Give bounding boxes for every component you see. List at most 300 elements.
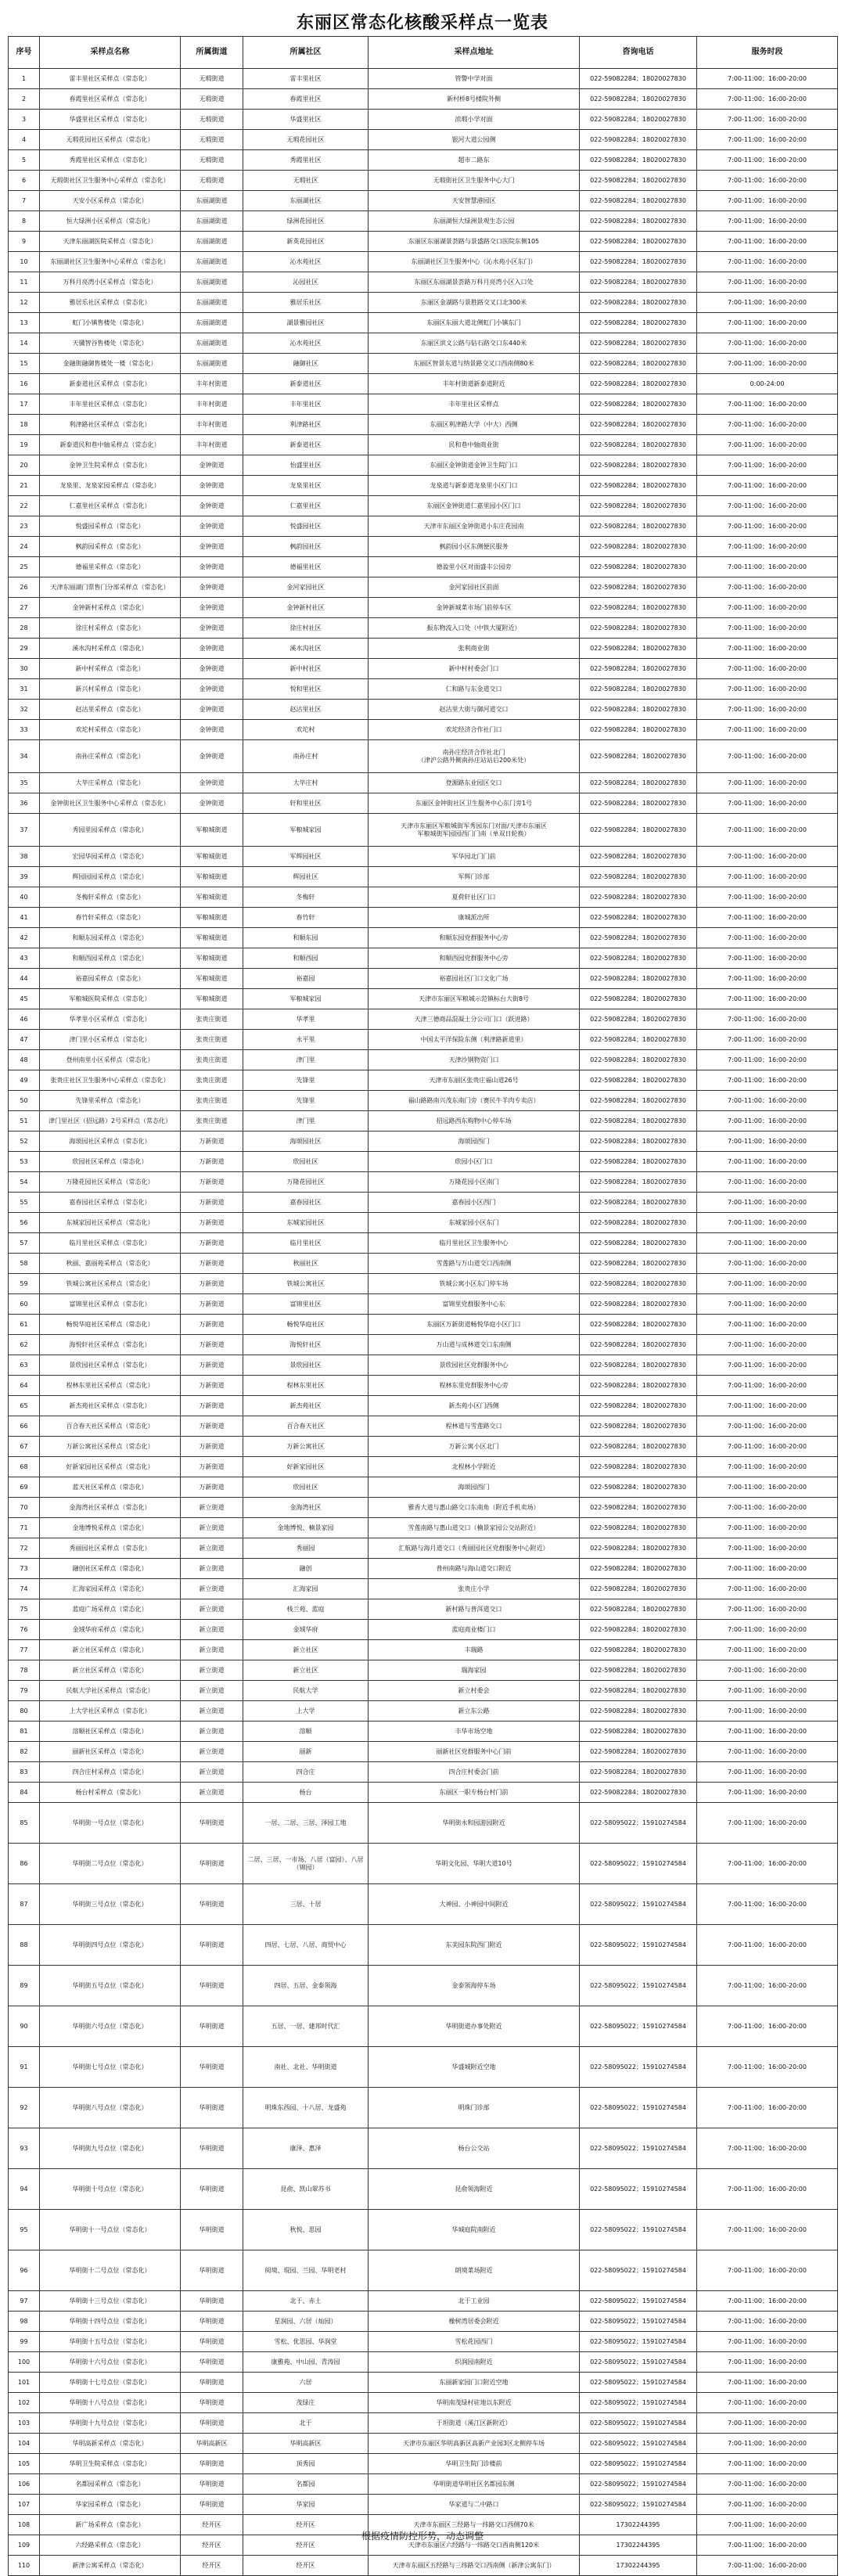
table-row <box>9 476 838 496</box>
site-name: 金海湾社区采样点（常态化） <box>40 1498 181 1518</box>
site-name: 南孙庄采样点（常态化） <box>40 740 181 773</box>
site-name: 金域华府采样点（常态化） <box>40 1620 181 1640</box>
site-name: 华家园采样点（常态化） <box>40 2495 181 2515</box>
row-index: 47 <box>9 1030 40 1050</box>
community: 新立社区 <box>243 1640 369 1660</box>
community: 德福里社区 <box>243 557 369 577</box>
community: 无瑕社区 <box>243 171 369 191</box>
row-index: 15 <box>9 354 40 374</box>
street: 军粮城街道 <box>181 814 243 847</box>
row-index: 66 <box>9 1416 40 1437</box>
service-hours: 7:00-11:00；16:00-20:00 <box>697 847 838 867</box>
community: 雅居乐社区 <box>243 293 369 313</box>
site-name: 新泰道社区采样点（常态化） <box>40 374 181 394</box>
community: 万隆花园社区 <box>243 1172 369 1193</box>
site-name: 欢坨村采样点（常态化） <box>40 720 181 740</box>
table-row <box>9 814 838 847</box>
street: 丰年村街道 <box>181 374 243 394</box>
phone: 022-58095022；15910274584 <box>580 2169 697 2210</box>
service-hours: 7:00-11:00；16:00-20:00 <box>697 577 838 598</box>
street: 万新街道 <box>181 1233 243 1254</box>
service-hours: 7:00-11:00；16:00-20:00 <box>697 867 838 887</box>
table-row <box>9 1274 838 1294</box>
service-hours: 7:00-11:00；16:00-20:00 <box>697 1518 838 1538</box>
row-index: 72 <box>9 1538 40 1559</box>
row-index: 68 <box>9 1457 40 1477</box>
address: 新中村村委会门口 <box>369 659 580 679</box>
phone: 022-59082284；18020027830 <box>580 928 697 948</box>
address: 东丽区智景东道与纳景路交叉口西南侧80米 <box>369 354 580 374</box>
address: 海颂园西门 <box>369 1477 580 1498</box>
community: 春霞里社区 <box>243 89 369 110</box>
table-row <box>9 354 838 374</box>
service-hours: 7:00-11:00；16:00-20:00 <box>697 130 838 150</box>
site-name: 先锋里采样点（常态化） <box>40 1091 181 1111</box>
community: 金域华府 <box>243 1620 369 1640</box>
service-hours: 7:00-11:00；16:00-20:00 <box>697 1111 838 1131</box>
address: 天津市东丽区张贵庄福山道26号 <box>369 1070 580 1091</box>
address: 海颂园西门 <box>369 1131 580 1152</box>
phone: 022-59082284；18020027830 <box>580 1294 697 1315</box>
phone: 022-59082284；18020027830 <box>580 537 697 557</box>
community: 悦盛园社区 <box>243 516 369 537</box>
address: 万山道与成林道交口东南侧 <box>369 1335 580 1355</box>
phone: 022-58095022；15910274584 <box>580 2088 697 2128</box>
row-index: 76 <box>9 1620 40 1640</box>
row-index: 91 <box>9 2047 40 2088</box>
table-row <box>9 1925 838 1966</box>
street: 新立街道 <box>181 1579 243 1599</box>
street: 华明街道 <box>181 2393 243 2413</box>
street: 万新街道 <box>181 1131 243 1152</box>
service-hours: 7:00-11:00；16:00-20:00 <box>697 720 838 740</box>
row-index: 44 <box>9 969 40 989</box>
table-row <box>9 1070 838 1091</box>
address: 无瑕街社区卫生服务中心大门 <box>369 171 580 191</box>
address: 丽新社区党群服务中心门前 <box>369 1742 580 1762</box>
site-name: 天安小区采样点（常态化） <box>40 191 181 211</box>
site-name: 新杰苑社区采样点（常态化） <box>40 1396 181 1416</box>
address: 东丽区金钟街道金钟卫生院门口 <box>369 455 580 476</box>
site-name: 畅悦华庭社区采样点（常态化） <box>40 1315 181 1335</box>
community: 徐庄村社区 <box>243 618 369 639</box>
service-hours: 7:00-11:00；16:00-20:00 <box>697 1742 838 1762</box>
service-hours: 7:00-11:00；16:00-20:00 <box>697 2393 838 2413</box>
street: 军粮城街道 <box>181 887 243 908</box>
table-row <box>9 1416 838 1437</box>
table-row <box>9 2169 838 2210</box>
site-name: 仁嘉里社区采样点（常态化） <box>40 496 181 516</box>
community: 和顺东园 <box>243 928 369 948</box>
table-row <box>9 1193 838 1213</box>
address: 东美园东院西门附近 <box>369 1925 580 1966</box>
table-row <box>9 2495 838 2515</box>
service-hours: 7:00-11:00；16:00-20:00 <box>697 1884 838 1925</box>
row-index: 60 <box>9 1294 40 1315</box>
address: 天津三德商品混凝土分公司门口（跃进路） <box>369 1009 580 1030</box>
street: 无瑕街道 <box>181 69 243 89</box>
row-index: 95 <box>9 2210 40 2250</box>
table-row <box>9 2332 838 2352</box>
site-name: 枫韵园采样点（常态化） <box>40 537 181 557</box>
community: 仁嘉里社区 <box>243 496 369 516</box>
service-hours: 7:00-11:00；16:00-20:00 <box>697 2250 838 2291</box>
row-index: 58 <box>9 1254 40 1274</box>
table-row <box>9 1376 838 1396</box>
phone: 022-59082284；18020027830 <box>580 496 697 516</box>
community: 溪水沟社区 <box>243 639 369 659</box>
community: 融御社区 <box>243 354 369 374</box>
table-row <box>9 2128 838 2169</box>
phone: 022-59082284；18020027830 <box>580 1050 697 1070</box>
address: 登源路东业园区交口 <box>369 773 580 793</box>
phone: 022-58095022；15910274584 <box>580 1884 697 1925</box>
site-name: 华明街二号点位（常态化） <box>40 1844 181 1884</box>
row-index: 75 <box>9 1599 40 1620</box>
site-name: 蓝天社区采样点（常态化） <box>40 1477 181 1498</box>
community: 金钟新村社区 <box>243 598 369 618</box>
phone: 022-59082284；18020027830 <box>580 908 697 928</box>
street: 金钟街道 <box>181 476 243 496</box>
community: 畅悦华庭社区 <box>243 1315 369 1335</box>
row-index: 54 <box>9 1172 40 1193</box>
phone: 022-59082284；18020027830 <box>580 1193 697 1213</box>
community: 军粮城家园 <box>243 989 369 1009</box>
phone: 022-59082284；18020027830 <box>580 1579 697 1599</box>
address: 军辉门诊部 <box>369 867 580 887</box>
phone: 022-59082284；18020027830 <box>580 171 697 191</box>
site-name: 悦盛园采样点（常态化） <box>40 516 181 537</box>
street: 军粮城街道 <box>181 989 243 1009</box>
street: 军粮城街道 <box>181 908 243 928</box>
row-index: 26 <box>9 577 40 598</box>
phone: 022-59082284；18020027830 <box>580 394 697 415</box>
row-index: 18 <box>9 415 40 435</box>
row-index: 30 <box>9 659 40 679</box>
table-row <box>9 2210 838 2250</box>
row-index: 99 <box>9 2332 40 2352</box>
row-index: 56 <box>9 1213 40 1233</box>
address: 雪松花园西门 <box>369 2332 580 2352</box>
row-index: 7 <box>9 191 40 211</box>
street: 华明街道 <box>181 2312 243 2332</box>
table-row <box>9 333 838 354</box>
row-index: 35 <box>9 773 40 793</box>
address: 丰年里社区采样点 <box>369 394 580 415</box>
street: 万新街道 <box>181 1416 243 1437</box>
phone: 022-59082284；18020027830 <box>580 1559 697 1579</box>
community: 星润园、六居（灿园） <box>243 2312 369 2332</box>
service-hours: 7:00-11:00；16:00-20:00 <box>697 1620 838 1640</box>
community: 先锋里 <box>243 1091 369 1111</box>
header-street: 所属街道 <box>181 37 243 69</box>
service-hours: 7:00-11:00；16:00-20:00 <box>697 1538 838 1559</box>
address: 普州南路与海山道交口附近 <box>369 1559 580 1579</box>
table-row <box>9 598 838 618</box>
service-hours: 7:00-11:00；16:00-20:00 <box>697 171 838 191</box>
table-row <box>9 435 838 455</box>
address: 夏荷轩社区门口 <box>369 887 580 908</box>
street: 东丽湖街道 <box>181 191 243 211</box>
table-row <box>9 516 838 537</box>
site-name: 六经路采样点（常态化） <box>40 2535 181 2556</box>
phone: 022-59082284；18020027830 <box>580 1172 697 1193</box>
phone: 022-59082284；18020027830 <box>580 1640 697 1660</box>
address: 新村路与普洱道交口 <box>369 1599 580 1620</box>
site-name: 融创社区采样点（常态化） <box>40 1559 181 1579</box>
phone: 022-59082284；18020027830 <box>580 557 697 577</box>
address: 天津市东丽区六经路与一纬路交口西南侧120米 <box>369 2535 580 2556</box>
table-row <box>9 1172 838 1193</box>
table-row <box>9 1294 838 1315</box>
service-hours: 7:00-11:00；16:00-20:00 <box>697 2169 838 2210</box>
community: 汇海家园 <box>243 1579 369 1599</box>
phone: 022-59082284；18020027830 <box>580 618 697 639</box>
site-name: 和顺西园采样点（常态化） <box>40 948 181 969</box>
address: 枫韵园小区东侧便民服务 <box>369 537 580 557</box>
community: 海悦轩社区 <box>243 1335 369 1355</box>
row-index: 25 <box>9 557 40 577</box>
community: 经开区 <box>243 2535 369 2556</box>
community: 嘉春园社区 <box>243 1193 369 1213</box>
phone: 022-58095022；15910274584 <box>580 1844 697 1884</box>
service-hours: 7:00-11:00；16:00-20:00 <box>697 1131 838 1152</box>
street: 金钟街道 <box>181 516 243 537</box>
site-name: 裕嘉园采样点（常态化） <box>40 969 181 989</box>
phone: 022-59082284；18020027830 <box>580 1437 697 1457</box>
phone: 022-59082284；18020027830 <box>580 1518 697 1538</box>
row-index: 103 <box>9 2413 40 2434</box>
phone: 022-59082284；18020027830 <box>580 1111 697 1131</box>
service-hours: 7:00-11:00；16:00-20:00 <box>697 476 838 496</box>
address: 铁城公寓小区东门停车场 <box>369 1274 580 1294</box>
address: 昆俞领海附近 <box>369 2169 580 2210</box>
service-hours: 7:00-11:00；16:00-20:00 <box>697 1783 838 1803</box>
row-index: 20 <box>9 455 40 476</box>
service-hours: 7:00-11:00；16:00-20:00 <box>697 2210 838 2250</box>
street: 金钟街道 <box>181 537 243 557</box>
row-index: 24 <box>9 537 40 557</box>
service-hours: 7:00-11:00；16:00-20:00 <box>697 1660 838 1681</box>
community: 新立社区 <box>243 1660 369 1681</box>
phone: 022-59082284；18020027830 <box>580 1009 697 1030</box>
table-row <box>9 1152 838 1172</box>
community: 秋丽社区 <box>243 1254 369 1274</box>
service-hours: 7:00-11:00；16:00-20:00 <box>697 1294 838 1315</box>
table-row <box>9 1477 838 1498</box>
table-row <box>9 989 838 1009</box>
street: 经开区 <box>181 2515 243 2535</box>
address: 北程林小学附近 <box>369 1457 580 1477</box>
service-hours: 7:00-11:00；16:00-20:00 <box>697 1335 838 1355</box>
service-hours: 7:00-11:00；16:00-20:00 <box>697 1396 838 1416</box>
row-index: 29 <box>9 639 40 659</box>
phone: 022-58095022；15910274584 <box>580 2250 697 2291</box>
table-row <box>9 1599 838 1620</box>
site-name: 新立社区采样点（常态化） <box>40 1660 181 1681</box>
table-row <box>9 740 838 773</box>
table-row <box>9 1884 838 1925</box>
table-row <box>9 150 838 171</box>
community: 丰年里社区 <box>243 394 369 415</box>
phone: 022-58095022；15910274584 <box>580 2413 697 2434</box>
phone: 022-59082284；18020027830 <box>580 679 697 700</box>
service-hours: 7:00-11:00；16:00-20:00 <box>697 1009 838 1030</box>
community: 四居、五居、金泰领海 <box>243 1966 369 2006</box>
street: 金钟街道 <box>181 598 243 618</box>
street: 华明街道 <box>181 1884 243 1925</box>
community: 康泽、惠泽 <box>243 2128 369 2169</box>
row-index: 11 <box>9 272 40 293</box>
phone: 17302244395 <box>580 2515 697 2535</box>
address: 德盈里小区对面盛丰公园旁 <box>369 557 580 577</box>
service-hours: 0:00-24:00 <box>697 374 838 394</box>
address: 张利商业街 <box>369 639 580 659</box>
row-index: 1 <box>9 69 40 89</box>
street: 万新街道 <box>181 1437 243 1457</box>
row-index: 12 <box>9 293 40 313</box>
community: 辉园社区 <box>243 867 369 887</box>
service-hours: 7:00-11:00；16:00-20:00 <box>697 354 838 374</box>
row-index: 28 <box>9 618 40 639</box>
street: 万新街道 <box>181 1172 243 1193</box>
site-name: 华明街十号点位（常态化） <box>40 2169 181 2210</box>
street: 新立街道 <box>181 1640 243 1660</box>
phone: 022-59082284；18020027830 <box>580 887 697 908</box>
address: 景欣园社区党群服务中心 <box>369 1355 580 1376</box>
site-name: 新立社区采样点（常态化） <box>40 1640 181 1660</box>
row-index: 39 <box>9 867 40 887</box>
phone: 022-59082284；18020027830 <box>580 374 697 394</box>
site-name: 华明街十八号点位（常态化） <box>40 2393 181 2413</box>
phone: 022-59082284；18020027830 <box>580 1091 697 1111</box>
row-index: 84 <box>9 1783 40 1803</box>
community: 龙泉里社区 <box>243 476 369 496</box>
service-hours: 7:00-11:00；16:00-20:00 <box>697 1233 838 1254</box>
phone: 022-58095022；15910274584 <box>580 1803 697 1844</box>
row-index: 110 <box>9 2556 40 2576</box>
address: 东丽区滨文公路与钻石路交口东440米 <box>369 333 580 354</box>
service-hours: 7:00-11:00；16:00-20:00 <box>697 150 838 171</box>
table-row <box>9 1742 838 1762</box>
site-name: 溶顺社区采样点（常态化） <box>40 1722 181 1742</box>
address: 招远路西东购物中心停车场 <box>369 1111 580 1131</box>
site-name: 民航大学社区采样点（常态化） <box>40 1681 181 1701</box>
address: 华明卫生院门诊楼前 <box>369 2454 580 2474</box>
phone: 022-59082284；18020027830 <box>580 1233 697 1254</box>
site-name: 华明街十四号点位（常态化） <box>40 2312 181 2332</box>
address: 东丽区金钟街道仁嘉里园小区门口 <box>369 496 580 516</box>
community: 二居、三居、一市场、八居（富园）、八居（锦园） <box>243 1844 369 1884</box>
community: 大毕庄村 <box>243 773 369 793</box>
table-row <box>9 232 838 252</box>
service-hours: 7:00-11:00；16:00-20:00 <box>697 1315 838 1335</box>
phone: 022-58095022；15910274584 <box>580 2474 697 2495</box>
site-name: 海颂园社区采样点（常态化） <box>40 1131 181 1152</box>
address: 天津市东丽区华明高新区高新产业园3区北侧停车场 <box>369 2434 580 2454</box>
service-hours: 7:00-11:00；16:00-20:00 <box>697 1762 838 1783</box>
community: 裕嘉园 <box>243 969 369 989</box>
phone: 022-59082284；18020027830 <box>580 773 697 793</box>
street: 华明街道 <box>181 2373 243 2393</box>
address: 东丽区东丽大道北侧虹门小镇东门 <box>369 313 580 333</box>
header-phone: 咨询电话 <box>580 37 697 69</box>
service-hours: 7:00-11:00；16:00-20:00 <box>697 1477 838 1498</box>
community: 绿洲花园社区 <box>243 211 369 232</box>
street: 丰年村街道 <box>181 394 243 415</box>
street: 华明街道 <box>181 2454 243 2474</box>
table-row <box>9 2006 838 2047</box>
address: 新立村委会 <box>369 1681 580 1701</box>
row-index: 16 <box>9 374 40 394</box>
community: 新中村社区 <box>243 659 369 679</box>
address: 东丽湖社区卫生服务中心（沁水苑小区东门） <box>369 252 580 272</box>
street: 军粮城街道 <box>181 847 243 867</box>
address: 雅香大道与惠山路交口东南角（附近手机卖场） <box>369 1498 580 1518</box>
table-row <box>9 1681 838 1701</box>
phone: 022-59082284；18020027830 <box>580 516 697 537</box>
street: 张贵庄街道 <box>181 1091 243 1111</box>
service-hours: 7:00-11:00；16:00-20:00 <box>697 232 838 252</box>
service-hours: 7:00-11:00；16:00-20:00 <box>697 272 838 293</box>
table-header-row <box>9 37 838 69</box>
table-row <box>9 773 838 793</box>
phone: 022-59082284；18020027830 <box>580 130 697 150</box>
street: 东丽湖街道 <box>181 232 243 252</box>
site-name: 宏园华园采样点（常态化） <box>40 847 181 867</box>
street: 华明街道 <box>181 2332 243 2352</box>
address: 军华园北门门前 <box>369 847 580 867</box>
community: 万新公寓社区 <box>243 1437 369 1457</box>
row-index: 42 <box>9 928 40 948</box>
service-hours: 7:00-11:00；16:00-20:00 <box>697 537 838 557</box>
address: 滨瑕小学对面 <box>369 110 580 130</box>
community: 沁园社区 <box>243 272 369 293</box>
table-row <box>9 415 838 435</box>
service-hours: 7:00-11:00；16:00-20:00 <box>697 928 838 948</box>
table-row <box>9 2250 838 2291</box>
community: 丽新 <box>243 1742 369 1762</box>
table-row <box>9 867 838 887</box>
table-row <box>9 1091 838 1111</box>
phone: 022-59082284；18020027830 <box>580 740 697 773</box>
phone: 022-59082284；18020027830 <box>580 814 697 847</box>
street: 无瑕街道 <box>181 89 243 110</box>
community: 金河家园社区 <box>243 577 369 598</box>
community: 华盛里社区 <box>243 110 369 130</box>
site-name: 张贵庄社区卫生服务中心采样点（常态化） <box>40 1070 181 1091</box>
site-name: 雷丰里社区采样点（常态化） <box>40 69 181 89</box>
site-name: 华明高新采样点（常态化） <box>40 2434 181 2454</box>
table-row <box>9 1783 838 1803</box>
table-row <box>9 89 838 110</box>
row-index: 83 <box>9 1762 40 1783</box>
sampling-points-table <box>8 36 838 2576</box>
address: 东丽区金钟街社区卫生服务中心东门旁1号 <box>369 793 580 814</box>
row-index: 23 <box>9 516 40 537</box>
site-name: 新中村采样点（常态化） <box>40 659 181 679</box>
service-hours: 7:00-11:00；16:00-20:00 <box>697 455 838 476</box>
table-row <box>9 1518 838 1538</box>
row-index: 2 <box>9 89 40 110</box>
community: 利津路社区 <box>243 415 369 435</box>
service-hours: 7:00-11:00；16:00-20:00 <box>697 2434 838 2454</box>
service-hours: 7:00-11:00；16:00-20:00 <box>697 659 838 679</box>
service-hours: 7:00-11:00；16:00-20:00 <box>697 1376 838 1396</box>
community: 富锦里社区 <box>243 1294 369 1315</box>
street: 无瑕街道 <box>181 150 243 171</box>
phone: 022-59082284；18020027830 <box>580 1131 697 1152</box>
